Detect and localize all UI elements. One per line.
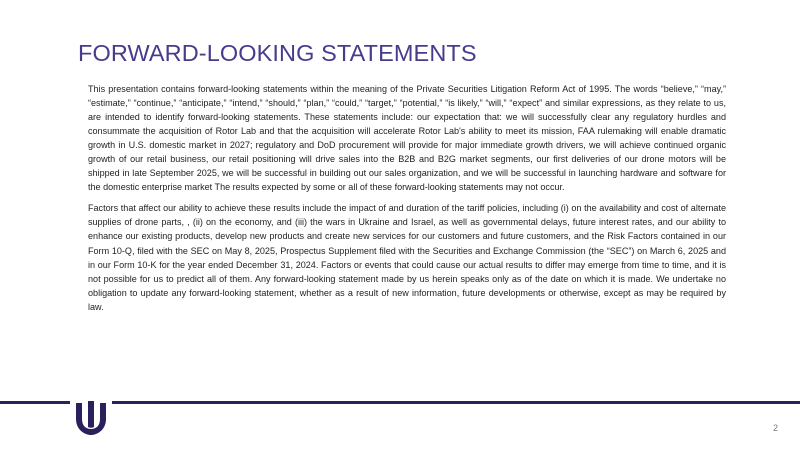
footer-divider <box>0 401 800 404</box>
slide-title: FORWARD-LOOKING STATEMENTS <box>78 40 477 66</box>
paragraph-factors: Factors that affect our ability to achieve these results include the impact of and duration of the tariff policies, including (i) on the availability and cost of alternate supplies of drone parts, , (ii) on the economy, and (iii) the wars in Ukraine and Israel, as well as governmental delays, future interest rates, and our ability to enhance our existing products, develop new products and create new services for our customers and future customers, and the Risk Factors contained in our Form 10-Q, filed with the SEC on May 8, 2025, Prospectus Supplement filed with the Securities and Exchange Commission (the “SEC”) on March 6, 2025 and in our Form 10-K for the year ended December 31, 2024. Factors or events that could cause our actual results to differ may emerge from time to time, and it is not possible for us to predict all of them. Any forward-looking statement made by us herein speaks only as of the date on which it is made. We undertake no obligation to update any forward-looking statement, whether as a result of new information, future developments or otherwise, except as may be required by law. <box>88 203 726 312</box>
paragraph-intro: This presentation contains forward-looking statements within the meaning of the Private Securities Litigation Reform Act of 1995. The words “believe,” “may,” “estimate,” “continue,” “anticipate,” “intend,” “should,” “plan,” “could,” “target,” “potential,” “is likely,” “will,” “expect” and similar expressions, as they relate to us, are intended to identify forward-looking statements. These statements include: our expectation that: we will successfully clear any regulatory hurdles and consummate the acquisition of Rotor Lab and that the acquisition will accelerate Rotor Lab's ability to meet its mission, FAA rulemaking will enable dramatic growth in U.S. domestic market in 2027; regulatory and DoD procurement will provide for major immediate growth drivers, we will achieve continued organic growth of our retail business, our retail positioning will drive sales into the B2B and B2G market segments, our first deliveries of our drone motors will be shipped in late September 2025, we will be successful in building out our sales organization, and we will be successful in launching hardware and software for the domestic enterprise market The results expected by some or all of these forward-looking statements may not occur. <box>88 84 726 193</box>
page-number: 2 <box>772 423 778 433</box>
body-text <box>88 82 726 314</box>
company-logo-icon <box>70 397 112 437</box>
